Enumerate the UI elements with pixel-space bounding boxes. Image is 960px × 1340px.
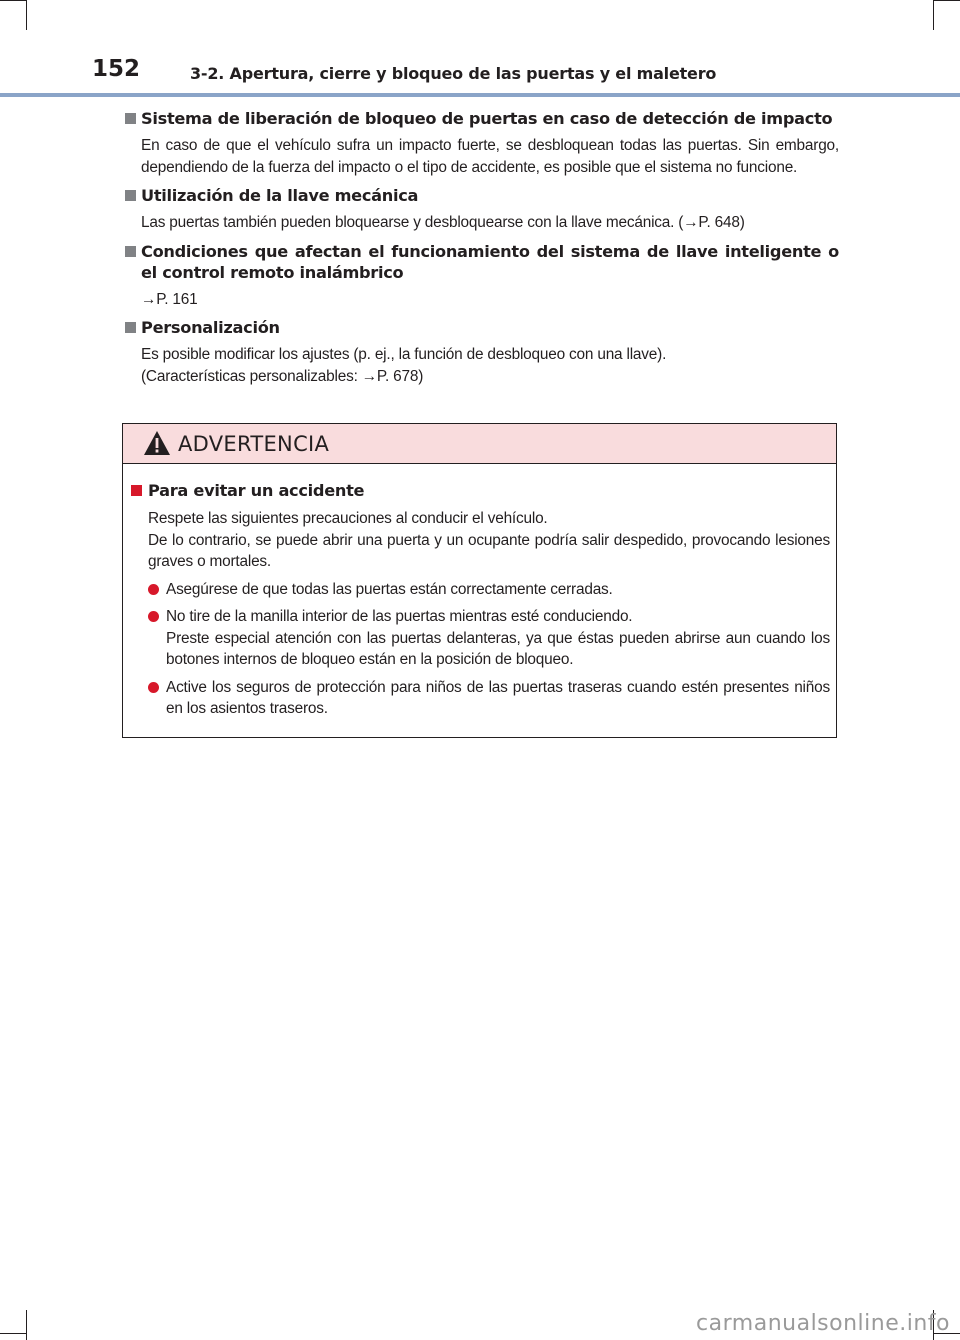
list-item: Asegúrese de que todas las puertas están correctamente cerradas.: [131, 579, 830, 601]
crop-mark: [0, 1333, 26, 1334]
section-title: Condiciones que afectan el funcionamiento del sistema de llave inteligente o el control remoto inalámbrico: [123, 241, 839, 283]
square-bullet-icon: [125, 113, 136, 124]
list-item: Active los seguros de protección para niños de las puertas traseras cuando estén presentes niños en los asientos traseros.: [131, 677, 830, 720]
round-bullet-icon: [148, 611, 159, 622]
warning-header: [123, 424, 836, 464]
section-title: Utilización de la llave mecánica: [123, 185, 839, 206]
square-bullet-icon: [125, 322, 136, 333]
section-body: En caso de que el vehículo sufra un impacto fuerte, se desbloquean todas las puertas. Sin embargo, dependiendo de la fuerza del impacto o el tipo de accidente, es posible que el sistema no funcione.: [141, 137, 839, 176]
section-body: →P. 161: [141, 290, 198, 308]
page-number: 152: [92, 56, 141, 82]
warning-label: ADVERTENCIA: [178, 432, 330, 456]
round-bullet-icon: [148, 682, 159, 693]
page-header: [0, 0, 960, 100]
warning-box: [122, 423, 837, 738]
warning-title: Para evitar un accidente: [131, 480, 830, 501]
round-bullet-icon: [148, 584, 159, 595]
chapter-title: 3-2. Apertura, cierre y bloqueo de las puertas y el maletero: [190, 64, 717, 83]
warning-triangle-icon: [143, 430, 171, 456]
warning-intro: Respete las siguientes precauciones al conducir el vehículo. De lo contrario, se puede abrir una puerta y un ocupante podría salir despedido, provocando lesiones graves o mortales.: [148, 510, 830, 570]
crop-mark: [26, 1310, 27, 1340]
square-bullet-icon: [131, 485, 142, 496]
square-bullet-icon: [125, 190, 136, 201]
section-body: Es posible modificar los ajustes (p. ej., la función de desbloqueo con una llave). (Características personalizables: →P. 678): [141, 346, 667, 385]
section-title: Personalización: [123, 317, 839, 338]
list-item: No tire de la manilla interior de las puertas mientras esté conduciendo. Preste especial atención con las puertas delanteras, ya que éstas pueden abrirse aun cuando los botones internos de bloqueo están en la posición de bloqueo.: [131, 606, 830, 671]
main-content: [123, 108, 839, 387]
watermark: carmanualsonline.info: [696, 1311, 950, 1336]
square-bullet-icon: [125, 246, 136, 257]
header-rule: [0, 93, 960, 97]
warning-body: [131, 480, 830, 720]
section-body: Las puertas también pueden bloquearse y desbloquearse con la llave mecánica. (→P. 648): [141, 214, 745, 231]
section-title: Sistema de liberación de bloqueo de puertas en caso de detección de impacto: [123, 108, 839, 129]
